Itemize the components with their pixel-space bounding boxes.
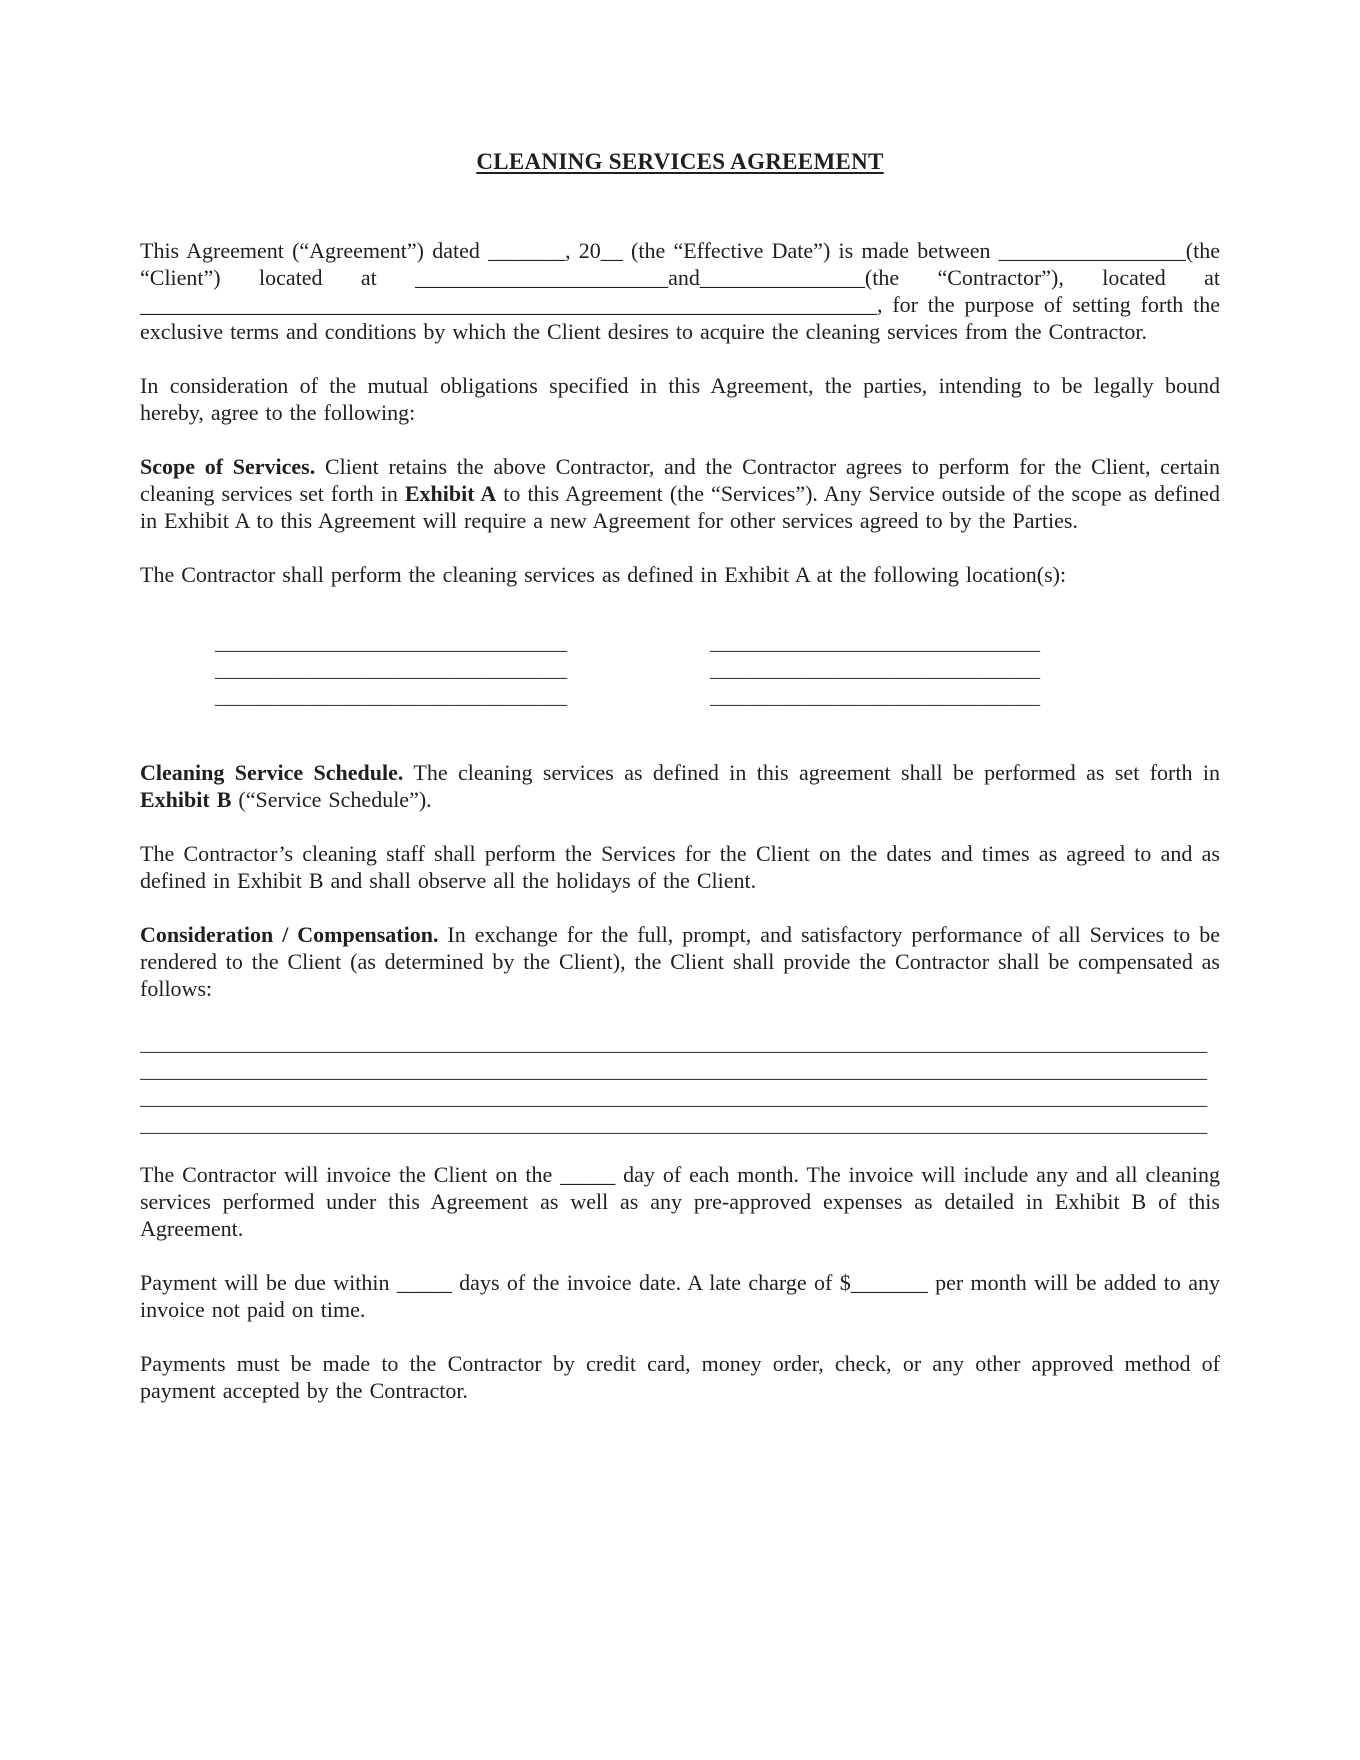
paragraph-payment-method-text: Payments must be made to the Contractor by credit card, money order, check, or any other approved method of payment accepted by the Contractor. — [140, 1351, 1220, 1403]
schedule-text-2: (“Service Schedule”). — [231, 787, 432, 812]
paragraph-staff — [140, 840, 1220, 894]
blank-line-left: ________________________________ — [215, 629, 567, 654]
paragraph-staff-text: The Contractor’s cleaning staff shall perform the Services for the Client on the dates and times as agreed to and as defined in Exhibit B and shall observe all the holidays of the Client. — [140, 841, 1220, 893]
document-title: CLEANING SERVICES AGREEMENT — [476, 149, 884, 174]
paragraph-payment-due — [140, 1269, 1220, 1323]
paragraph-invoice — [140, 1161, 1220, 1242]
paragraph-cleaning-service-schedule — [140, 759, 1220, 813]
blank-line-right: ______________________________ — [710, 656, 1040, 681]
scope-text-1: Client retains the above Contractor, and the Contractor agrees to perform for the Client, certain cleaning services set forth in — [140, 454, 1221, 506]
paragraph-payment-method — [140, 1350, 1220, 1404]
blank-line-right: ______________________________ — [710, 629, 1040, 654]
compensation-blank-line: _________________________________________________________________________________________________ — [140, 1030, 1207, 1055]
location-blank-row — [140, 655, 1220, 682]
compensation-blank-line: _________________________________________________________________________________________________ — [140, 1111, 1207, 1136]
paragraph-intro-text: This Agreement (“Agreement”) dated _______, 20__ (the “Effective Date”) is made between _________________(the “Client”) located at _______________________and_______________(the “Contractor”), located at ___________________________________________________________________, for the purpose of setting forth the exclusive terms and conditions by which the Client desires to acquire the cleaning services from the Contractor. — [140, 238, 1220, 344]
schedule-heading: Cleaning Service Schedule. — [140, 760, 404, 785]
location-blank-row — [140, 628, 1220, 655]
paragraph-intro — [140, 237, 1220, 345]
blank-line-left: ________________________________ — [215, 683, 567, 708]
paragraph-scope-of-services — [140, 453, 1220, 534]
schedule-exhibit-b: Exhibit B — [140, 787, 232, 812]
scope-heading: Scope of Services. — [140, 454, 316, 479]
scope-text-2: to this Agreement (the “Services”). Any Service outside of the scope as defined in Exhibit A to this Agreement will require a new Agreement for other services agreed to by the Parties. — [140, 481, 1220, 533]
scope-exhibit-a: Exhibit A — [404, 481, 497, 506]
compensation-blank-line: _________________________________________________________________________________________________ — [140, 1084, 1207, 1109]
paragraph-consideration — [140, 372, 1220, 426]
compensation-blank-line: _________________________________________________________________________________________________ — [140, 1057, 1207, 1082]
paragraph-locations-intro — [140, 561, 1220, 588]
schedule-text-1: The cleaning services as defined in this agreement shall be performed as set forth in — [403, 760, 1220, 785]
paragraph-consideration-text: In consideration of the mutual obligations specified in this Agreement, the parties, intending to be legally bound hereby, agree to the following: — [140, 373, 1220, 425]
blank-line-left: ________________________________ — [215, 656, 567, 681]
location-blank-lines — [140, 628, 1220, 709]
blank-line-right: ______________________________ — [710, 683, 1040, 708]
paragraph-payment-due-text: Payment will be due within _____ days of the invoice date. A late charge of $_______ per month will be added to any invoice not paid on time. — [140, 1270, 1220, 1322]
paragraph-compensation — [140, 921, 1220, 1002]
compensation-heading: Consideration / Compensation. — [140, 922, 439, 947]
paragraph-invoice-text: The Contractor will invoice the Client on the _____ day of each month. The invoice will include any and all cleaning services performed under this Agreement as well as any pre-approved expenses as detailed in Exhibit B of this Agreement. — [140, 1162, 1220, 1241]
location-blank-row — [140, 682, 1220, 709]
compensation-blank-lines — [140, 1029, 1220, 1137]
paragraph-locations-intro-text: The Contractor shall perform the cleaning services as defined in Exhibit A at the following location(s): — [140, 562, 1067, 587]
compensation-text: In exchange for the full, prompt, and satisfactory performance of all Services to be rendered to the Client (as determined by the Client), the Client shall provide the Contractor shall be compensated as follows: — [140, 922, 1220, 1001]
